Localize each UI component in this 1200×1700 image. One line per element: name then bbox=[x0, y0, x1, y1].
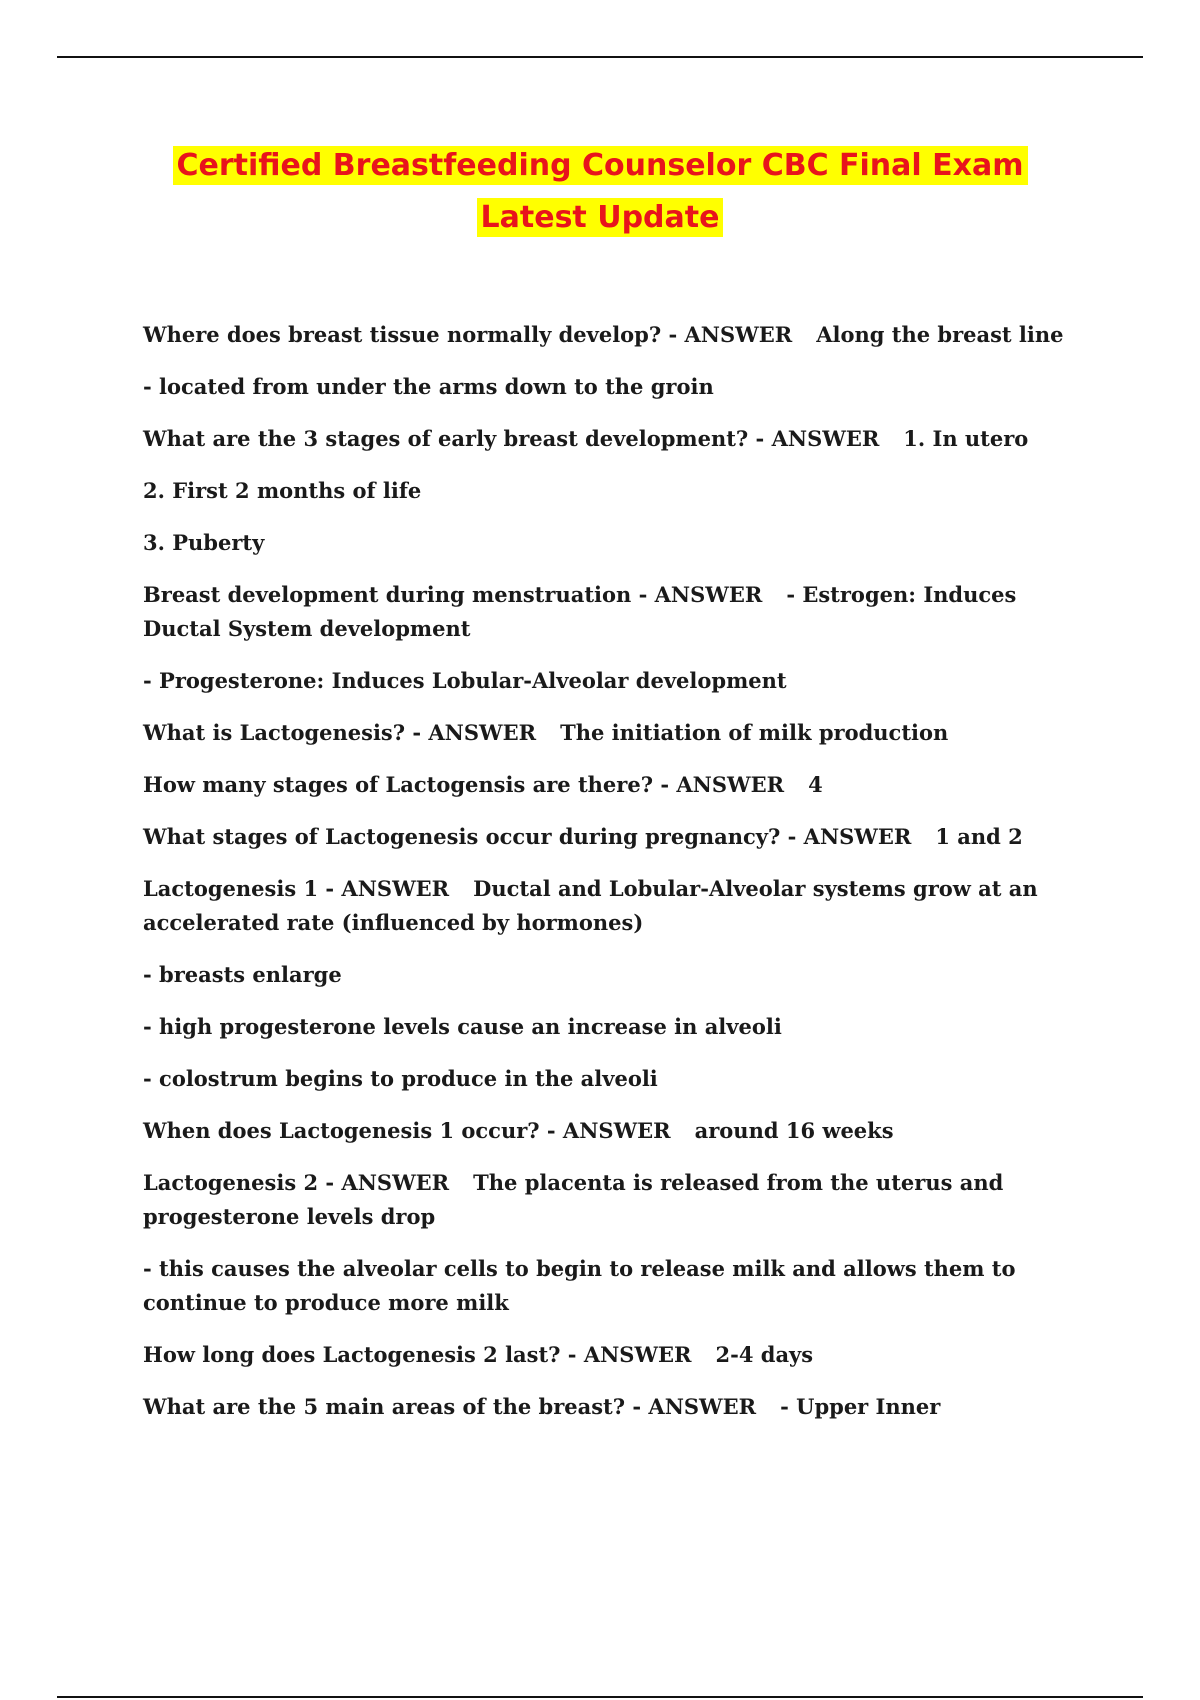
question: Lactogenesis 2 - ANSWER bbox=[143, 1170, 450, 1195]
text-line: - Progesterone: Induces Lobular-Alveolar development bbox=[143, 668, 787, 693]
qa-entry bbox=[143, 1338, 1093, 1372]
question: How many stages of Lactogensis are there? - ANSWER bbox=[143, 772, 785, 797]
answer: Along the breast line bbox=[816, 322, 1064, 347]
answer: - Estrogen: Induces Ductal System development bbox=[143, 582, 1017, 641]
answer: Ductal and Lobular-Alveolar systems grow at an accelerated rate (influenced by hormones) bbox=[143, 876, 1038, 935]
answer: 2-4 days bbox=[715, 1342, 814, 1367]
answer: - Upper Inner bbox=[780, 1394, 941, 1419]
qa-entry bbox=[143, 422, 1093, 456]
qa-entry bbox=[143, 768, 1093, 802]
question: What are the 5 main areas of the breast? - ANSWER bbox=[143, 1394, 757, 1419]
qa-entry bbox=[143, 1166, 1093, 1234]
answer: The placenta is released from the uterus and progesterone levels drop bbox=[143, 1170, 1004, 1229]
text-line: - colostrum begins to produce in the alveoli bbox=[143, 1066, 658, 1091]
answer: 4 bbox=[808, 772, 823, 797]
question: What stages of Lactogenesis occur during pregnancy? - ANSWER bbox=[143, 824, 912, 849]
answer: 1. In utero bbox=[903, 426, 1029, 451]
document-title bbox=[0, 140, 1200, 244]
answer: 1 and 2 bbox=[935, 824, 1023, 849]
answer: The initiation of milk production bbox=[560, 720, 949, 745]
text-line: - this causes the alveolar cells to begin to release milk and allows them to continue to produce more milk bbox=[143, 1256, 1016, 1315]
question: How long does Lactogenesis 2 last? - ANSWER bbox=[143, 1342, 692, 1367]
question: Breast development during menstruation - ANSWER bbox=[143, 582, 763, 607]
text-line: - high progesterone levels cause an increase in alveoli bbox=[143, 1014, 782, 1039]
question: Lactogenesis 1 - ANSWER bbox=[143, 876, 450, 901]
question: What are the 3 stages of early breast development? - ANSWER bbox=[143, 426, 880, 451]
text-line: - located from under the arms down to the groin bbox=[143, 374, 714, 399]
qa-list bbox=[143, 318, 1093, 1424]
qa-entry bbox=[143, 716, 1093, 750]
qa-entry bbox=[143, 872, 1093, 940]
top-rule bbox=[57, 56, 1143, 58]
title-line-1: Certified Breastfeeding Counselor CBC Final Exam bbox=[173, 146, 1028, 185]
answer: around 16 weeks bbox=[694, 1118, 894, 1143]
qa-entry bbox=[143, 318, 1093, 352]
text-line: 3. Puberty bbox=[143, 530, 265, 555]
title-line-2: Latest Update bbox=[477, 198, 724, 237]
question: Where does breast tissue normally develop? - ANSWER bbox=[143, 322, 793, 347]
qa-entry bbox=[143, 1114, 1093, 1148]
text-line: 2. First 2 months of life bbox=[143, 478, 422, 503]
qa-entry bbox=[143, 1390, 1093, 1424]
qa-entry bbox=[143, 820, 1093, 854]
text-line: - breasts enlarge bbox=[143, 962, 342, 987]
question: When does Lactogenesis 1 occur? - ANSWER bbox=[143, 1118, 671, 1143]
qa-entry bbox=[143, 578, 1093, 646]
question: What is Lactogenesis? - ANSWER bbox=[143, 720, 537, 745]
bottom-rule bbox=[57, 1696, 1143, 1698]
